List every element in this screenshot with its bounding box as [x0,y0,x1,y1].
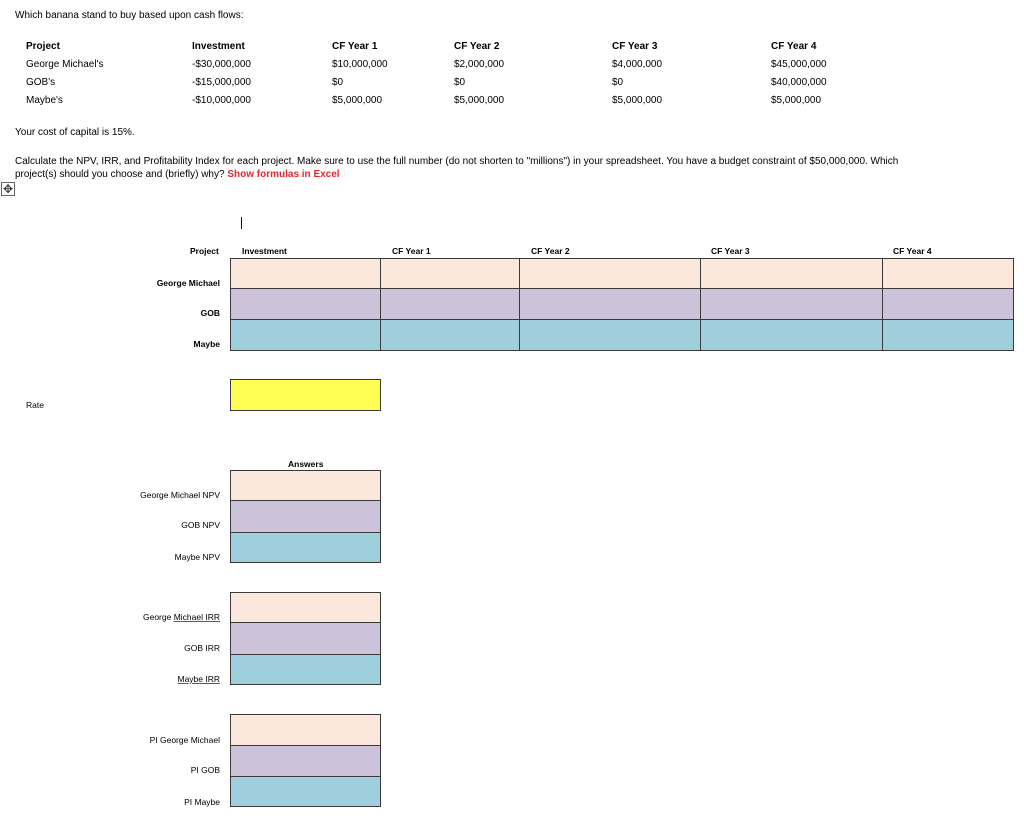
table-cell: $40,000,000 [771,77,827,88]
col-header-cf-year-4: CF Year 4 [771,41,817,52]
irr-george-michael-cell[interactable] [230,592,381,623]
col-header-cf-year-1: CF Year 1 [332,41,378,52]
maybe-investment-cell[interactable] [230,319,381,351]
irr-label-george-michael [143,612,220,622]
table-cell: $5,000,000 [454,95,505,106]
sheet-header-cf-year-1: CF Year 1 [392,246,431,256]
col-header-investment: Investment [192,41,245,52]
pi-label-george-michael: PI George Michael [149,735,220,745]
gob-cf-year-2-cell[interactable] [519,288,701,320]
maybe-cf-year-2-cell[interactable] [519,319,701,351]
npv-maybe-cell[interactable] [230,532,381,563]
table-cell: $5,000,000 [612,95,663,106]
npv-gob-cell[interactable] [230,500,381,533]
table-cell: GOB's [26,77,56,88]
gob-cf-year-1-cell[interactable] [380,288,520,320]
table-cell: -$10,000,000 [192,95,251,106]
maybe-cf-year-4-cell[interactable] [882,319,1014,351]
table-cell: -$15,000,000 [192,77,251,88]
table-cell: $5,000,000 [771,95,822,106]
instructions-text: project(s) should you choose and (briefly) why? [15,169,228,180]
row-label-maybe: Maybe [193,339,220,349]
answers-label: Answers [288,459,324,469]
pi-gob-cell[interactable] [230,745,381,777]
irr-label-george-prefix: George [142,612,174,622]
george-cf-year-4-cell[interactable] [882,258,1014,289]
table-cell: $10,000,000 [332,59,388,70]
irr-label-maybe: Maybe IRR [177,674,220,684]
gob-cf-year-4-cell[interactable] [882,288,1014,320]
show-formulas-emphasis: Show formulas in Excel [227,169,340,180]
move-handle-icon[interactable]: ✥ [2,182,14,196]
table-cell: Maybe's [26,95,63,106]
irr-gob-cell[interactable] [230,622,381,655]
table-cell: George Michael's [26,59,104,70]
gob-cf-year-3-cell[interactable] [700,288,883,320]
npv-label-george-michael: George Michael NPV [140,490,220,500]
table-cell: $0 [612,77,624,88]
table-cell: $0 [332,77,344,88]
col-header-cf-year-2: CF Year 2 [454,41,500,52]
sheet-header-cf-year-2: CF Year 2 [531,246,570,256]
col-header-cf-year-3: CF Year 3 [612,41,658,52]
pi-label-gob: PI GOB [190,765,220,775]
table-cell: $2,000,000 [454,59,505,70]
pi-maybe-cell[interactable] [230,776,381,807]
instructions-line-1: Calculate the NPV, IRR, and Profitability Index for each project. Make sure to use the full number (do not shorten to "millions") in your spreadsheet. You have a budget constraint of $50,000,000. Which [15,156,899,167]
george-investment-cell[interactable] [230,258,381,289]
gob-investment-cell[interactable] [230,288,381,320]
sheet-header-cf-year-4: CF Year 4 [893,246,932,256]
george-cf-year-1-cell[interactable] [380,258,520,289]
question-text: Which banana stand to buy based upon cash flows: [15,10,244,21]
sheet-header-cf-year-3: CF Year 3 [711,246,750,256]
table-cell: $4,000,000 [612,59,663,70]
npv-george-michael-cell[interactable] [230,470,381,501]
table-cell: $5,000,000 [332,95,383,106]
sheet-header-project: Project [190,246,219,256]
cost-of-capital-text: Your cost of capital is 15%. [15,127,135,138]
col-header-project: Project [26,41,60,52]
npv-label-maybe: Maybe NPV [174,552,220,562]
sheet-header-investment: Investment [242,246,287,256]
text-cursor-icon [241,217,242,229]
george-cf-year-2-cell[interactable] [519,258,701,289]
george-cf-year-3-cell[interactable] [700,258,883,289]
pi-label-maybe: PI Maybe [184,797,220,807]
table-cell: -$30,000,000 [192,59,251,70]
irr-maybe-cell[interactable] [230,654,381,685]
maybe-cf-year-3-cell[interactable] [700,319,883,351]
rate-input-cell[interactable] [230,379,381,411]
pi-george-michael-cell[interactable] [230,714,381,746]
npv-label-gob: GOB NPV [181,520,220,530]
irr-label-gob: GOB IRR [184,643,220,653]
table-cell: $45,000,000 [771,59,827,70]
maybe-cf-year-1-cell[interactable] [380,319,520,351]
table-cell: $0 [454,77,466,88]
irr-label-george-underlined: Michael IRR [173,612,220,622]
row-label-george-michael: George Michael [156,278,220,288]
rate-label: Rate [26,400,44,410]
instructions-line-2 [15,169,340,180]
row-label-gob: GOB [200,308,220,318]
